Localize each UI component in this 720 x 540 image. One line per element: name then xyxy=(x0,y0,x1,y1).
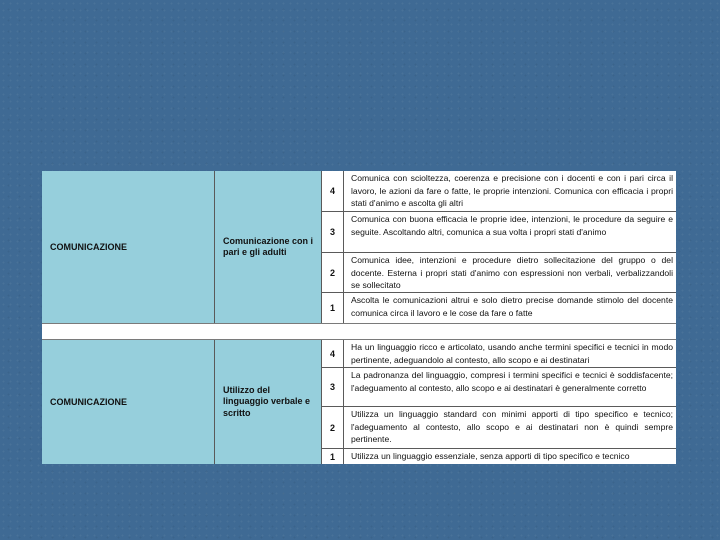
level-description: La padronanza del linguaggio, compresi i termini specifici e tecnici è soddisfacente; l'adeguamento al contesto, allo scopo e ai destinatari è generalmente corretto xyxy=(351,370,673,393)
level-number: 3 xyxy=(322,368,344,406)
level-description: Utilizza un linguaggio essenziale, senza apporti di tipo specifico e tecnico xyxy=(351,451,630,461)
level-number: 2 xyxy=(322,253,344,292)
level-row xyxy=(322,253,676,293)
levels-column xyxy=(322,340,676,464)
level-description: Comunica con buona efficacia le proprie idee, intenzioni, le procedure da seguire e seguite. Ascoltando altri, comunica a sua volta i propri stati d'animo xyxy=(351,214,673,237)
level-number: 4 xyxy=(322,340,344,367)
level-description: Ha un linguaggio ricco e articolato, usando anche termini specifici e tecnici in modo pertinente, adeguandolo al contesto, allo scopo e ai destinatari xyxy=(351,342,673,365)
level-description: Utilizza un linguaggio standard con minimi apporti di tipo specifico e tecnico; l'adeguamento al contesto, allo scopo e ai destinatari non è quindi sempre pertinente. xyxy=(351,409,673,444)
separator-row xyxy=(42,323,676,340)
level-row xyxy=(322,293,676,323)
level-row xyxy=(322,171,676,212)
level-row xyxy=(322,368,676,407)
level-row xyxy=(322,340,676,368)
level-row xyxy=(322,449,676,464)
level-number: 3 xyxy=(322,212,344,252)
rubric-block-verbal-language xyxy=(42,340,676,464)
levels-column xyxy=(322,171,676,323)
area-label: COMUNICAZIONE xyxy=(50,242,127,252)
area-label: COMUNICAZIONE xyxy=(50,397,127,407)
level-row xyxy=(322,212,676,253)
level-number: 4 xyxy=(322,171,344,211)
skill-label-line: scritto xyxy=(223,407,251,418)
area-cell xyxy=(42,340,215,464)
level-description: Comunica idee, intenzioni e procedure dietro sollecitazione del gruppo o del docente. Esterna i propri stati d'animo con espressioni non verbali, verbalizzandoli se sollecitato xyxy=(351,255,673,290)
rubric-table xyxy=(42,171,676,464)
level-description: Comunica con scioltezza, coerenza e precisione con i docenti e con i pari circa il lavoro, le azioni da fare o fatte, le proprie intenzioni. Comunica con efficacia i propri stati d'animo e ascolta gli altri xyxy=(351,173,673,208)
skill-label-line: linguaggio verbale e xyxy=(223,396,311,407)
area-cell xyxy=(42,171,215,323)
skill-label-line: Utilizzo del xyxy=(223,385,270,396)
level-row xyxy=(322,407,676,449)
skill-label-line: Comunicazione con i xyxy=(223,235,314,246)
skill-label xyxy=(223,385,310,419)
level-number: 1 xyxy=(322,449,344,464)
skill-label xyxy=(223,236,313,259)
level-number: 2 xyxy=(322,407,344,448)
skill-cell xyxy=(215,340,322,464)
skill-label-line: pari e gli adulti xyxy=(223,247,287,257)
skill-cell xyxy=(215,171,322,323)
level-description: Ascolta le comunicazioni altrui e solo dietro precise domande stimolo del docente comunica circa il lavoro e le cose da fare o fatte xyxy=(351,295,673,318)
rubric-block-communication-peers xyxy=(42,171,676,323)
level-number: 1 xyxy=(322,293,344,323)
